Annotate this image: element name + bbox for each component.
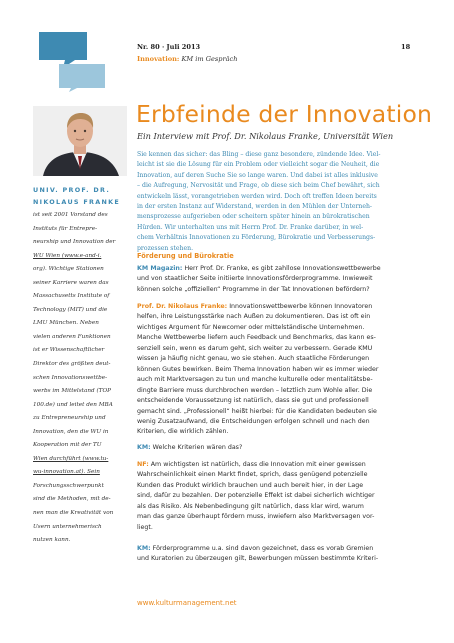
speaker-franke: Prof. Dr. Nikolaus Franke: [137,303,228,310]
a1-line: gemacht sind. „Professionell“ heißt hierbei: für die Kandidaten bedeuten sie [137,407,377,415]
intro-line: in der ersten Instanz auf Widerstand, werden in den Mühlen der Unterneh- [137,203,373,211]
bio-line: Direktor des größten deut- [33,361,111,368]
bio-line: 100.de) und leitet den MBA [33,401,113,408]
speaker-km-magazin: KM Magazin: [137,265,183,272]
bio-line: vielen anderen Funktionen [33,333,111,340]
bio-line: Usern unternehmerisch [33,523,102,530]
a2-text: Am wichtigsten ist natürlich, dass die Innovation mit einer gewissen [148,461,366,468]
bio-line: Kooperation mit der TU [33,442,102,449]
a1-line: wissen ja häufig nicht genau, wo sie stehen. Auch staatliche Förderungen [137,355,370,363]
a2-line: als das Risiko. Als Nebenbedingung gilt natürlich, dass klar wird, warum [137,502,364,510]
intro-line: – die Aufregung, Nervosität und Frage, ob diese sich beim Chef bewährt, sich [137,182,380,190]
bio-line: schen Innovationswettbe- [33,374,108,381]
section-heading: Förderung und Bürokratie [137,252,234,260]
a1-line: helfen, ihre Leistungsstärke nach Außen zu dokumentieren. Das ist oft ein [137,313,371,321]
author-name-line: NIKOLAUS FRANKE [33,198,121,207]
question-1 [137,264,419,295]
intro-line: entwickeln lässt, vorangetrieben werden wird. Doch oft treffen Ideen bereits [137,192,377,200]
answer-2 [137,460,419,533]
bio-line: seiner Karriere waren das [33,279,109,286]
bio-line: werbs im Mittelstand (TOP [33,388,111,395]
article-subtitle: Ein Interview mit Prof. Dr. Nikolaus Franke, Universität Wien [137,131,394,141]
page-number: 18 [401,43,411,51]
q2-line [137,443,419,453]
bio-link-line[interactable]: Wien durchführt (www.tu- [33,455,109,462]
bio-line: org). Wichtige Stationen [33,266,104,273]
a1-line: Kriterien, die wirklich zählen. [137,428,229,436]
bio-line: nutzen kann. [33,537,71,544]
bio-line: LMU München. Neben [33,320,99,327]
author-portrait [33,106,127,176]
a2-line: man das ganze überhaupt fördern muss, inwiefern also Marktversagen vor- [137,513,375,521]
speaker-km: KM: [137,545,151,552]
intro-line: chem Verhältnis Innovationen zu Förderung, Bürokratie und Verbesserungs- [137,234,376,242]
a2-line [137,460,419,470]
a2-line: sind, dafür zu bezahlen. Der potenzielle Effekt ist dabei sicherlich wichtiger [137,492,375,500]
a2-line: Wahrscheinlichkeit einen Markt findet, sprich, dass genügend potenzielle [137,471,368,479]
author-bio [33,209,131,548]
bio-line: ist seit 2001 Vorstand des [33,212,108,218]
issue-info: Nr. 80 · Juli 2013 [137,43,201,51]
a2-line: liegt. [137,523,153,531]
bio-line: Massachusetts Institute of [33,293,110,300]
bio-line: Instituts für Entrepre- [33,225,98,232]
q1-line: können solche „offiziellen“ Programme in der Tat Innovationen befördern? [137,285,370,293]
bio-line: zu Entrepreneurship und [33,415,106,422]
a1-line: wenig Zusatzaufwand, die Entscheidungen erfolgen schnell und nach den [137,417,370,425]
q1-line [137,264,419,274]
a1-line: dingte Barriere muss durchbrochen werden – letztlich zum Wohle aller. Die [137,386,373,394]
rubric-line [137,55,238,63]
speech-bubble-logo [37,30,107,92]
intro-line: Hürden. Wir unterhalten uns mit Herrn Prof. Dr. Franke darüber, in wel- [137,223,364,231]
bio-link-line[interactable]: WU Wien (www.e-and-i. [33,252,102,259]
a2-line: Kunden das Produkt wirklich brauchen und auch bereit hier, in der Lage [137,481,364,489]
q3-line [137,544,419,554]
bio-line: nen man die Kreativität von [33,510,114,517]
bio-line: neurship und Innovation der [33,239,116,246]
answer-1 [137,302,419,438]
article-intro [137,150,412,254]
bio-line: ist er Wissenschaftlicher [33,347,105,354]
author-name [33,184,133,209]
a1-line: entscheidende Voraussetzung ist natürlich, dass sie gut und professionell [137,397,369,405]
bio-line: Forschungsschwerpunkt [33,482,104,489]
a1-line: können Gutes bewirken. Beim Thema Innovation haben wir es immer wieder [137,365,379,373]
a1-line: Manche Wettbewerbe liefern auch Feedback und Benchmarks, das kann es- [137,334,376,342]
speaker-nf: NF: [137,461,149,468]
a1-text: Innovationswettbewerbe können Innovatoren [227,303,373,310]
q3-line: und Kuratorien zu überzeugen gilt, Bewerbungen müssen bestimmte Kriteri- [137,555,379,563]
q2-text: Welche Kriterien wären das? [150,444,243,451]
a1-line: auch mit Marktversagen zu tun und manche kulturelle oder mentalitätsbe- [137,376,373,384]
a1-line: senziell sein, wenn es darum geht, sich weiter zu verbessern. Gerade KMU [137,344,373,352]
portrait-photo [33,106,127,176]
a1-line: wichtiges Argument für Newcomer oder mittelständische Unternehmen. [137,323,365,331]
subrubric: KM im Gespräch [181,55,238,63]
bio-line: Technology (MIT) und die [33,306,108,313]
bio-line: sind die Methoden, mit de- [33,496,111,503]
article-title: Erbfeinde der Innovation [136,100,433,128]
q1-line: und von staatlicher Seite initiierte Innovationsförderprogramme. Inwieweit [137,275,373,283]
intro-line: Innovation, auf deren Suche Sie so lange waren. Und dabei ist alles inklusive [137,171,378,179]
rubric: Innovation: [137,55,180,63]
q3-text: Förderprogramme u.a. sind davon gezeichnet, dass es vorab Gremien [150,545,374,552]
a1-line [137,302,419,312]
q1-text: Herr Prof. Dr. Franke, es gibt zahllose Innovationswettbewerbe [182,265,381,272]
intro-line: leicht ist sie die Lösung für ein Problem oder vielleicht sogar die Neuheit, die [137,161,380,169]
bio-line: Innovation, den die WU in [33,428,109,435]
author-name-line: UNIV. PROF. DR. [33,186,111,194]
speaker-km: KM: [137,444,151,451]
question-2 [137,443,419,453]
intro-line: Sie kennen das sicher: das Bling – diese ganz besondere, zündende Idee. Viel- [137,151,381,158]
bio-link-line[interactable]: wu-innovation.at). Sein [33,469,100,476]
intro-line: prozessen stehen. [137,244,194,252]
intro-line: mensprozesse aufgerieben oder scheitern später hinein an bürokratischen [137,213,370,221]
question-3 [137,544,419,565]
footer-website-link[interactable]: www.kulturmanagement.net [137,599,237,607]
